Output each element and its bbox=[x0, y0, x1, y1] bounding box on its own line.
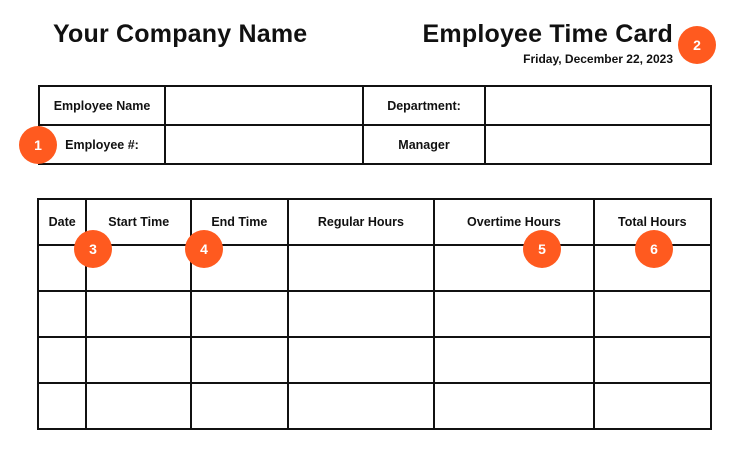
date-cell[interactable] bbox=[38, 383, 86, 429]
overtime-hours-cell[interactable] bbox=[434, 245, 593, 291]
info-row bbox=[39, 86, 711, 125]
table-row bbox=[38, 337, 711, 383]
employee-number-label: Employee #: bbox=[39, 125, 165, 164]
start-time-cell[interactable] bbox=[86, 337, 191, 383]
regular-hours-cell[interactable] bbox=[288, 291, 435, 337]
manager-field[interactable] bbox=[485, 125, 711, 164]
employee-name-field[interactable] bbox=[165, 86, 363, 125]
end-time-cell[interactable] bbox=[191, 383, 288, 429]
hours-table bbox=[37, 198, 712, 430]
step-marker-3: 3 bbox=[74, 230, 112, 268]
total-hours-cell[interactable] bbox=[594, 383, 711, 429]
overtime-hours-cell[interactable] bbox=[434, 383, 593, 429]
column-header-regular-hours: Regular Hours bbox=[288, 199, 435, 245]
date-cell[interactable] bbox=[38, 291, 86, 337]
employee-name-label: Employee Name bbox=[39, 86, 165, 125]
overtime-hours-cell[interactable] bbox=[434, 337, 593, 383]
department-label: Department: bbox=[363, 86, 485, 125]
column-header-start-time: Start Time bbox=[86, 199, 191, 245]
department-field[interactable] bbox=[485, 86, 711, 125]
step-marker-1: 1 bbox=[19, 126, 57, 164]
info-row bbox=[39, 125, 711, 164]
employee-number-field[interactable] bbox=[165, 125, 363, 164]
end-time-cell[interactable] bbox=[191, 337, 288, 383]
table-row bbox=[38, 383, 711, 429]
table-row bbox=[38, 291, 711, 337]
page-title: Employee Time Card bbox=[422, 20, 673, 48]
column-header-overtime-hours: Overtime Hours bbox=[434, 199, 593, 245]
table-row bbox=[38, 245, 711, 291]
column-header-end-time: End Time bbox=[191, 199, 288, 245]
step-marker-5: 5 bbox=[523, 230, 561, 268]
header-row bbox=[38, 199, 711, 245]
start-time-cell[interactable] bbox=[86, 383, 191, 429]
start-time-cell[interactable] bbox=[86, 291, 191, 337]
regular-hours-cell[interactable] bbox=[288, 245, 435, 291]
company-name: Your Company Name bbox=[53, 20, 308, 48]
total-hours-cell[interactable] bbox=[594, 291, 711, 337]
manager-label: Manager bbox=[363, 125, 485, 164]
regular-hours-cell[interactable] bbox=[288, 337, 435, 383]
column-header-date: Date bbox=[38, 199, 86, 245]
column-header-total-hours: Total Hours bbox=[594, 199, 711, 245]
total-hours-cell[interactable] bbox=[594, 337, 711, 383]
end-time-cell[interactable] bbox=[191, 291, 288, 337]
regular-hours-cell[interactable] bbox=[288, 383, 435, 429]
date-cell[interactable] bbox=[38, 337, 86, 383]
overtime-hours-cell[interactable] bbox=[434, 291, 593, 337]
step-marker-4: 4 bbox=[185, 230, 223, 268]
employee-info-table bbox=[38, 85, 712, 165]
step-marker-6: 6 bbox=[635, 230, 673, 268]
step-marker-2: 2 bbox=[678, 26, 716, 64]
date-label: Friday, December 22, 2023 bbox=[523, 52, 673, 66]
